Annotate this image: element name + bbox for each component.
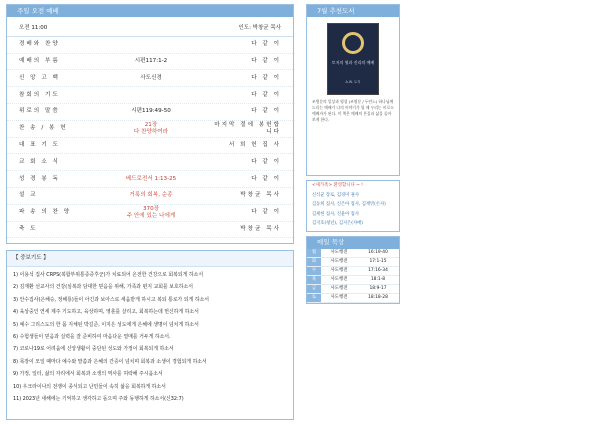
worship-row-label: 대 표 기 도 [19,142,60,149]
daily-day: 수 [307,267,321,276]
worship-row [7,205,293,222]
daily-row [307,285,399,294]
worship-row-label: 예배의 부름 [19,58,60,65]
worship-row-detail-line1: 베드로전서 1:13-25 [125,175,177,182]
daily-book: 사도행전 [321,258,357,267]
worship-row [7,87,293,104]
worship-row-label: 파 송 의 찬 양 [19,209,72,216]
daily-ref: 18:18-28 [357,294,399,303]
daily-row [307,267,399,276]
worship-row-detail-line1: 거룩의 회복, 순종 [129,192,173,199]
worship-time: 오전 11:00 [19,25,48,31]
daily-header: 매일 묵상 [307,237,399,249]
worship-row-label: 참회의 기도 [19,91,60,98]
new-family-panel [306,180,400,232]
worship-row-label: 교 회 소 식 [19,158,60,165]
worship-row [7,188,293,205]
worship-row-person: 서 희 헌 집 사 [228,142,281,149]
worship-row-person: 마지막 절에 봉헌합니다 [214,121,281,135]
daily-book: 사도행전 [321,249,357,258]
intercession-item: 4) 육상중인 연세 제주 기도하고, 육상하며, 영훈를 살리고, 회복하는데 헌신하게 하소서 [13,309,199,316]
worship-row-detail-line2: 다 찬양하여라 [133,128,169,135]
daily-ref: 17:1-15 [357,258,399,267]
worship-row [7,171,293,188]
worship-row-label: 경배와 찬양 [19,41,60,48]
daily-day: 화 [307,258,321,267]
book-cover-title: 토저의 영과 진리의 예배 [331,60,375,65]
intercession-item: 2) 김재환 선교사의 건강(심복과 담대한 믿음을 위해, 가족과 편지 교회를 보호하소서 [13,284,193,291]
worship-row-label: 찬 송 / 봉 헌 [19,125,68,132]
daily-row [307,276,399,285]
book-header: 7월 추천도서 [307,5,399,17]
new-family-item: 김동희 집사, 신은아 집사, 김재빈(손자) [312,202,386,207]
book-cover-image [327,23,379,95]
intercession-item: 6) 수험생들이 믿음과 실력을 잘 준비하여 마음다운 열매를 거두게 하소서. [13,333,171,340]
worship-row-person: 박창균 목사 [240,192,281,199]
worship-row-person: 다 같 이 [251,175,281,182]
worship-meta [7,17,293,37]
worship-row [7,104,293,121]
worship-row-detail-line1: 370장 [142,205,160,212]
book-description: 조병문의 일상과 영성 (조병문 / 두란노) 하나님께 드리는 예배가 나의 이야기가 될 때 우리는 비로소 예배자가 된다. 이 책은 예배의 본질과 삶을 돌아보게 한다. [312,99,394,122]
worship-row-label: 축 도 [19,226,38,233]
worship-rows [7,37,293,239]
intercession-item: 5) 예수 그리스도의 한 몸 지체된 박길준, 이지은 성도에게 은혜에 생명이 넘치게 하소서 [13,321,199,328]
book-cover-author: A.W. 토저 [345,80,361,84]
worship-row-detail-line1: 사도신경 [140,74,162,81]
worship-row-detail [91,176,211,183]
intercession-item: 7) 코로나19로 어려움에 신앙생활이 중단된 성도와 가정이 회복되게 하소서 [13,346,174,353]
middle-column [306,4,400,420]
worship-row [7,54,293,71]
new-family-item: 신석균 장로, 김경미 권사 [312,192,359,198]
new-family-title: <새가족> 환영합니다 ~ ! [312,183,363,188]
daily-day: 금 [307,285,321,294]
intercession-item: 8) 목장이 모일 때마다 예수와 말씀과 은혜의 간증이 넘치며 회복과 소생이 경험되게 하소서 [13,358,207,365]
daily-row [307,294,399,303]
daily-book: 사도행전 [321,294,357,303]
daily-day: 월 [307,249,321,258]
daily-meditation-panel [306,236,400,305]
intercession-item: 11) 2023년 새해에는 기억하고 생각하고 돌으며 주와 동행하게 하소서(신32:7) [13,395,184,402]
worship-row-label: 위로의 말씀 [19,108,60,115]
worship-row-label: 신 앙 고 백 [19,74,60,81]
worship-row-detail [91,122,211,136]
new-family-item: 김지호(청년), 김지은(자매) [312,221,363,226]
daily-book: 사도행전 [321,285,357,294]
worship-row-person: 다 같 이 [251,209,281,216]
worship-row-person: 다 같 이 [251,74,281,81]
worship-row-person: 다 같 이 [251,58,281,65]
daily-table [307,249,399,304]
worship-row [7,70,293,87]
intercession-panel [6,250,294,420]
worship-row-detail [91,75,211,82]
worship-row-person: 다 같 이 [251,91,281,98]
daily-day: 토 [307,294,321,303]
daily-ref: 16:19-40 [357,249,399,258]
worship-row-person: 다 같 이 [251,158,281,165]
daily-ref: 18:1-8 [357,276,399,285]
worship-row [7,37,293,54]
new-family-list [312,191,394,229]
worship-row-detail [91,206,211,220]
book-cover-emblem [342,32,364,54]
daily-book: 사도행전 [321,276,357,285]
daily-ref: 18:9-17 [357,285,399,294]
intercession-list [7,267,293,407]
intercession-item: 3) 안수집사(은해승, 정해룡)들이 아긴과 보아스로 세움받게 하시고 복되 통로가 되게 하소서 [13,296,210,303]
worship-row-detail [91,108,211,115]
worship-row-detail-line2: 주 안에 있는 나에게 [126,212,176,219]
worship-row-person: 다 같 이 [251,41,281,48]
daily-row [307,249,399,258]
intercession-item: 10) 우크라이나의 전쟁이 종식되고 난민들이 속히 삶을 회복하게 하소서 [13,383,166,390]
worship-row-detail [91,192,211,199]
worship-row-person: 다 같 이 [251,108,281,115]
recommended-book-panel [306,4,400,176]
intercession-title: 【 중보기도 】 [7,251,293,267]
worship-leader: 인도: 박창균 목사 [238,25,281,31]
worship-row [7,138,293,155]
worship-row-detail-line1: 시편119:49-50 [131,108,171,115]
intercession-item: 1) 이용석 집사 CRPS(복합부위통증증후군)가 치료되어 온전한 건강으로 회복되게 하소서 [13,271,204,278]
worship-row [7,154,293,171]
daily-row [307,258,399,267]
worship-row [7,121,293,138]
worship-row-person: 박창균 목사 [240,226,281,233]
worship-row-label: 성 경 봉 독 [19,175,60,182]
daily-book: 사도행전 [321,267,357,276]
worship-row-label: 설 교 [19,192,38,199]
worship-row-detail-line1: 21장 [144,121,158,128]
worship-order-panel [6,4,294,244]
intercession-item: 9) 가정, 일터, 삶의 자리에서 회복과 소생의 역사를 허락해 주시옵소서 [13,371,163,378]
new-family-item: 김세헌 집사, 신윤아 집사 [312,211,359,217]
worship-header: 주일 오전 예배 [7,5,293,17]
daily-ref: 17:16-34 [357,267,399,276]
worship-row-detail [91,58,211,65]
worship-row-detail-line1: 시편117:1-2 [134,58,168,65]
daily-day: 목 [307,276,321,285]
left-column [6,4,294,420]
worship-row [7,222,293,239]
